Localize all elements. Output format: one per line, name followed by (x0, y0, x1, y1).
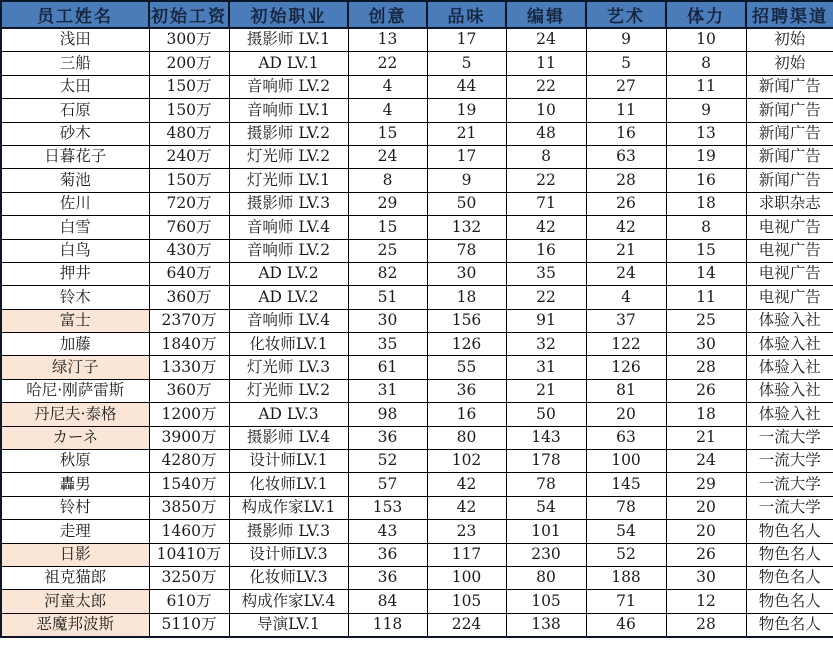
employee-name-cell: 绿汀子 (1, 356, 149, 379)
stat-cell: 230 (506, 543, 586, 566)
stat-cell: 78 (506, 473, 586, 496)
employee-name-cell: 铃村 (1, 496, 149, 519)
salary-cell: 2370万 (149, 309, 229, 332)
stat-cell: 100 (427, 566, 506, 589)
occupation-cell: AD LV.1 (229, 52, 348, 75)
employee-name-cell: 走理 (1, 520, 149, 543)
table-row (1, 403, 833, 426)
stat-cell: 5 (427, 52, 506, 75)
table-row (1, 450, 833, 473)
stat-cell: 178 (506, 450, 586, 473)
recruit-channel-cell: 初始 (746, 28, 833, 52)
stat-cell: 4 (348, 75, 427, 98)
table-row (1, 28, 833, 52)
stat-cell: 4 (586, 286, 666, 309)
table-row (1, 216, 833, 239)
employee-name-cell: 押井 (1, 262, 149, 285)
occupation-cell: 化妆师LV.3 (229, 566, 348, 589)
table-row (1, 590, 833, 613)
stat-cell: 52 (348, 450, 427, 473)
employee-name-cell: 丹尼夫·泰格 (1, 403, 149, 426)
stat-cell: 21 (666, 426, 746, 449)
recruit-channel-cell: 物色名人 (746, 613, 833, 637)
stat-cell: 84 (348, 590, 427, 613)
occupation-cell: 摄影师 LV.3 (229, 520, 348, 543)
salary-cell: 3850万 (149, 496, 229, 519)
stat-cell: 30 (666, 333, 746, 356)
occupation-cell: 化妆师LV.1 (229, 333, 348, 356)
stat-cell: 126 (586, 356, 666, 379)
table-row (1, 613, 833, 637)
employee-name-cell: 浅田 (1, 28, 149, 52)
employee-name-cell: 菊池 (1, 169, 149, 192)
occupation-cell: 摄影师 LV.4 (229, 426, 348, 449)
stat-cell: 26 (666, 543, 746, 566)
stat-cell: 55 (427, 356, 506, 379)
stat-cell: 54 (586, 520, 666, 543)
stat-cell: 61 (348, 356, 427, 379)
stat-cell: 12 (666, 590, 746, 613)
stat-cell: 48 (506, 122, 586, 145)
stat-cell: 30 (666, 566, 746, 589)
stat-cell: 11 (666, 286, 746, 309)
stat-cell: 9 (666, 99, 746, 122)
stat-cell: 122 (586, 333, 666, 356)
stat-cell: 31 (348, 379, 427, 402)
stat-cell: 43 (348, 520, 427, 543)
column-header-5: 编辑 (506, 1, 586, 28)
column-header-3: 创意 (348, 1, 427, 28)
recruit-channel-cell: 电视广告 (746, 262, 833, 285)
stat-cell: 188 (586, 566, 666, 589)
stat-cell: 153 (348, 496, 427, 519)
salary-cell: 300万 (149, 28, 229, 52)
table-row (1, 75, 833, 98)
table-row (1, 99, 833, 122)
stat-cell: 24 (506, 28, 586, 52)
employee-name-cell: 三船 (1, 52, 149, 75)
stat-cell: 42 (427, 496, 506, 519)
occupation-cell: 摄影师 LV.2 (229, 122, 348, 145)
stat-cell: 37 (586, 309, 666, 332)
stat-cell: 10 (666, 28, 746, 52)
stat-cell: 22 (506, 169, 586, 192)
recruit-channel-cell: 物色名人 (746, 590, 833, 613)
salary-cell: 360万 (149, 379, 229, 402)
table-row (1, 496, 833, 519)
recruit-channel-cell: 体验入社 (746, 379, 833, 402)
table-row (1, 52, 833, 75)
employee-name-cell: 佐川 (1, 192, 149, 215)
stat-cell: 13 (348, 28, 427, 52)
stat-cell: 11 (666, 75, 746, 98)
stat-cell: 4 (348, 99, 427, 122)
stat-cell: 36 (427, 379, 506, 402)
stat-cell: 32 (506, 333, 586, 356)
occupation-cell: 灯光师 LV.2 (229, 145, 348, 168)
salary-cell: 480万 (149, 122, 229, 145)
column-header-6: 艺术 (586, 1, 666, 28)
stat-cell: 11 (586, 99, 666, 122)
employee-name-cell: 轟男 (1, 473, 149, 496)
stat-cell: 15 (348, 122, 427, 145)
stat-cell: 80 (506, 566, 586, 589)
stat-cell: 16 (427, 403, 506, 426)
occupation-cell: 音响师 LV.2 (229, 239, 348, 262)
stat-cell: 71 (586, 590, 666, 613)
stat-cell: 29 (348, 192, 427, 215)
table-row (1, 356, 833, 379)
stat-cell: 17 (427, 28, 506, 52)
stat-cell: 50 (427, 192, 506, 215)
occupation-cell: 灯光师 LV.3 (229, 356, 348, 379)
salary-cell: 1840万 (149, 333, 229, 356)
stat-cell: 156 (427, 309, 506, 332)
occupation-cell: 构成作家LV.4 (229, 590, 348, 613)
column-header-4: 品味 (427, 1, 506, 28)
employee-name-cell: 铃木 (1, 286, 149, 309)
stat-cell: 15 (348, 216, 427, 239)
stat-cell: 35 (348, 333, 427, 356)
stat-cell: 10 (506, 99, 586, 122)
recruit-channel-cell: 体验入社 (746, 403, 833, 426)
salary-cell: 760万 (149, 216, 229, 239)
column-header-8: 招聘渠道 (746, 1, 833, 28)
stat-cell: 105 (506, 590, 586, 613)
recruit-channel-cell: 一流大学 (746, 450, 833, 473)
stat-cell: 20 (586, 403, 666, 426)
recruit-channel-cell: 初始 (746, 52, 833, 75)
table-row (1, 520, 833, 543)
salary-cell: 360万 (149, 286, 229, 309)
stat-cell: 126 (427, 333, 506, 356)
stat-cell: 36 (348, 543, 427, 566)
stat-cell: 11 (506, 52, 586, 75)
recruit-channel-cell: 一流大学 (746, 473, 833, 496)
stat-cell: 46 (586, 613, 666, 637)
stat-cell: 18 (427, 286, 506, 309)
column-header-0: 员工姓名 (1, 1, 149, 28)
salary-cell: 200万 (149, 52, 229, 75)
occupation-cell: 摄影师 LV.1 (229, 28, 348, 52)
stat-cell: 143 (506, 426, 586, 449)
employee-name-cell: 太田 (1, 75, 149, 98)
employee-name-cell: 石原 (1, 99, 149, 122)
employee-name-cell: 恶魔邦波斯 (1, 613, 149, 637)
recruit-channel-cell: 体验入社 (746, 333, 833, 356)
stat-cell: 19 (666, 145, 746, 168)
stat-cell: 8 (666, 52, 746, 75)
stat-cell: 8 (506, 145, 586, 168)
header-row (1, 1, 833, 28)
employee-name-cell: 白鸟 (1, 239, 149, 262)
stat-cell: 36 (348, 426, 427, 449)
stat-cell: 14 (666, 262, 746, 285)
employee-name-cell: 日暮花子 (1, 145, 149, 168)
table-header (1, 1, 833, 28)
employee-name-cell: 白雪 (1, 216, 149, 239)
stat-cell: 21 (586, 239, 666, 262)
salary-cell: 430万 (149, 239, 229, 262)
salary-cell: 3900万 (149, 426, 229, 449)
stat-cell: 25 (666, 309, 746, 332)
occupation-cell: AD LV.3 (229, 403, 348, 426)
stat-cell: 24 (348, 145, 427, 168)
stat-cell: 35 (506, 262, 586, 285)
stat-cell: 9 (427, 169, 506, 192)
salary-cell: 240万 (149, 145, 229, 168)
stat-cell: 30 (348, 309, 427, 332)
occupation-cell: AD LV.2 (229, 262, 348, 285)
salary-cell: 4280万 (149, 450, 229, 473)
salary-cell: 3250万 (149, 566, 229, 589)
stat-cell: 15 (666, 239, 746, 262)
salary-cell: 1460万 (149, 520, 229, 543)
stat-cell: 25 (348, 239, 427, 262)
stat-cell: 9 (586, 28, 666, 52)
stat-cell: 78 (586, 496, 666, 519)
recruit-channel-cell: 体验入社 (746, 356, 833, 379)
occupation-cell: 音响师 LV.4 (229, 309, 348, 332)
stat-cell: 100 (586, 450, 666, 473)
recruit-channel-cell: 求职杂志 (746, 192, 833, 215)
stat-cell: 82 (348, 262, 427, 285)
table-row (1, 169, 833, 192)
salary-cell: 150万 (149, 169, 229, 192)
stat-cell: 102 (427, 450, 506, 473)
stat-cell: 80 (427, 426, 506, 449)
stat-cell: 36 (348, 566, 427, 589)
recruit-channel-cell: 一流大学 (746, 496, 833, 519)
stat-cell: 22 (506, 75, 586, 98)
stat-cell: 21 (506, 379, 586, 402)
stat-cell: 26 (666, 379, 746, 402)
stat-cell: 81 (586, 379, 666, 402)
recruit-channel-cell: 一流大学 (746, 426, 833, 449)
stat-cell: 63 (586, 145, 666, 168)
recruit-channel-cell: 电视广告 (746, 216, 833, 239)
stat-cell: 30 (427, 262, 506, 285)
stat-cell: 13 (666, 122, 746, 145)
stat-cell: 101 (506, 520, 586, 543)
stat-cell: 145 (586, 473, 666, 496)
stat-cell: 18 (666, 403, 746, 426)
stat-cell: 8 (348, 169, 427, 192)
recruit-channel-cell: 新闻广告 (746, 122, 833, 145)
stat-cell: 28 (666, 613, 746, 637)
table-row (1, 426, 833, 449)
employee-name-cell: 祖克猫郎 (1, 566, 149, 589)
salary-cell: 1200万 (149, 403, 229, 426)
stat-cell: 117 (427, 543, 506, 566)
table-row (1, 122, 833, 145)
occupation-cell: 音响师 LV.4 (229, 216, 348, 239)
stat-cell: 51 (348, 286, 427, 309)
stat-cell: 44 (427, 75, 506, 98)
recruit-channel-cell: 体验入社 (746, 309, 833, 332)
stat-cell: 138 (506, 613, 586, 637)
salary-cell: 150万 (149, 99, 229, 122)
stat-cell: 26 (586, 192, 666, 215)
column-header-1: 初始工资 (149, 1, 229, 28)
stat-cell: 78 (427, 239, 506, 262)
stat-cell: 28 (666, 356, 746, 379)
recruit-channel-cell: 新闻广告 (746, 75, 833, 98)
occupation-cell: AD LV.2 (229, 286, 348, 309)
employee-name-cell: 富士 (1, 309, 149, 332)
stat-cell: 42 (506, 216, 586, 239)
employee-name-cell: 哈尼·刚萨雷斯 (1, 379, 149, 402)
stat-cell: 22 (348, 52, 427, 75)
occupation-cell: 设计师LV.1 (229, 450, 348, 473)
stat-cell: 20 (666, 496, 746, 519)
stat-cell: 16 (506, 239, 586, 262)
stat-cell: 132 (427, 216, 506, 239)
salary-cell: 10410万 (149, 543, 229, 566)
recruit-channel-cell: 物色名人 (746, 520, 833, 543)
stat-cell: 19 (427, 99, 506, 122)
stat-cell: 27 (586, 75, 666, 98)
table-row (1, 379, 833, 402)
salary-cell: 610万 (149, 590, 229, 613)
table-row (1, 262, 833, 285)
stat-cell: 29 (666, 473, 746, 496)
occupation-cell: 灯光师 LV.2 (229, 379, 348, 402)
stat-cell: 57 (348, 473, 427, 496)
stat-cell: 23 (427, 520, 506, 543)
stat-cell: 16 (666, 169, 746, 192)
stat-cell: 24 (586, 262, 666, 285)
recruit-channel-cell: 电视广告 (746, 239, 833, 262)
column-header-7: 体力 (666, 1, 746, 28)
salary-cell: 5110万 (149, 613, 229, 637)
employee-name-cell: 秋原 (1, 450, 149, 473)
table-body (1, 28, 833, 637)
employee-name-cell: 加藤 (1, 333, 149, 356)
stat-cell: 28 (586, 169, 666, 192)
table-row (1, 333, 833, 356)
occupation-cell: 导演LV.1 (229, 613, 348, 637)
recruit-channel-cell: 新闻广告 (746, 99, 833, 122)
recruit-channel-cell: 新闻广告 (746, 169, 833, 192)
stat-cell: 105 (427, 590, 506, 613)
salary-cell: 720万 (149, 192, 229, 215)
employee-name-cell: 砂木 (1, 122, 149, 145)
occupation-cell: 音响师 LV.1 (229, 99, 348, 122)
stat-cell: 118 (348, 613, 427, 637)
salary-cell: 640万 (149, 262, 229, 285)
stat-cell: 8 (666, 216, 746, 239)
stat-cell: 24 (666, 450, 746, 473)
occupation-cell: 灯光师 LV.1 (229, 169, 348, 192)
occupation-cell: 音响师 LV.2 (229, 75, 348, 98)
stat-cell: 63 (586, 426, 666, 449)
stat-cell: 17 (427, 145, 506, 168)
occupation-cell: 构成作家LV.1 (229, 496, 348, 519)
salary-cell: 1330万 (149, 356, 229, 379)
recruit-channel-cell: 新闻广告 (746, 145, 833, 168)
recruit-channel-cell: 电视广告 (746, 286, 833, 309)
employee-name-cell: 河童太郎 (1, 590, 149, 613)
employee-name-cell: 日影 (1, 543, 149, 566)
stat-cell: 224 (427, 613, 506, 637)
stat-cell: 54 (506, 496, 586, 519)
stat-cell: 22 (506, 286, 586, 309)
stat-cell: 31 (506, 356, 586, 379)
occupation-cell: 化妆师LV.1 (229, 473, 348, 496)
stat-cell: 42 (427, 473, 506, 496)
salary-cell: 150万 (149, 75, 229, 98)
stat-cell: 16 (586, 122, 666, 145)
table-row (1, 566, 833, 589)
stat-cell: 52 (586, 543, 666, 566)
occupation-cell: 摄影师 LV.3 (229, 192, 348, 215)
stat-cell: 21 (427, 122, 506, 145)
occupation-cell: 设计师LV.3 (229, 543, 348, 566)
table-row (1, 239, 833, 262)
table-row (1, 192, 833, 215)
employee-name-cell: カーネ (1, 426, 149, 449)
stat-cell: 42 (586, 216, 666, 239)
column-header-2: 初始职业 (229, 1, 348, 28)
stat-cell: 5 (586, 52, 666, 75)
table-row (1, 543, 833, 566)
stat-cell: 71 (506, 192, 586, 215)
table-row (1, 286, 833, 309)
stat-cell: 20 (666, 520, 746, 543)
salary-cell: 1540万 (149, 473, 229, 496)
stat-cell: 18 (666, 192, 746, 215)
recruit-channel-cell: 物色名人 (746, 566, 833, 589)
stat-cell: 98 (348, 403, 427, 426)
table-row (1, 473, 833, 496)
stat-cell: 91 (506, 309, 586, 332)
recruit-channel-cell: 物色名人 (746, 543, 833, 566)
table-row (1, 309, 833, 332)
stat-cell: 50 (506, 403, 586, 426)
table-row (1, 145, 833, 168)
